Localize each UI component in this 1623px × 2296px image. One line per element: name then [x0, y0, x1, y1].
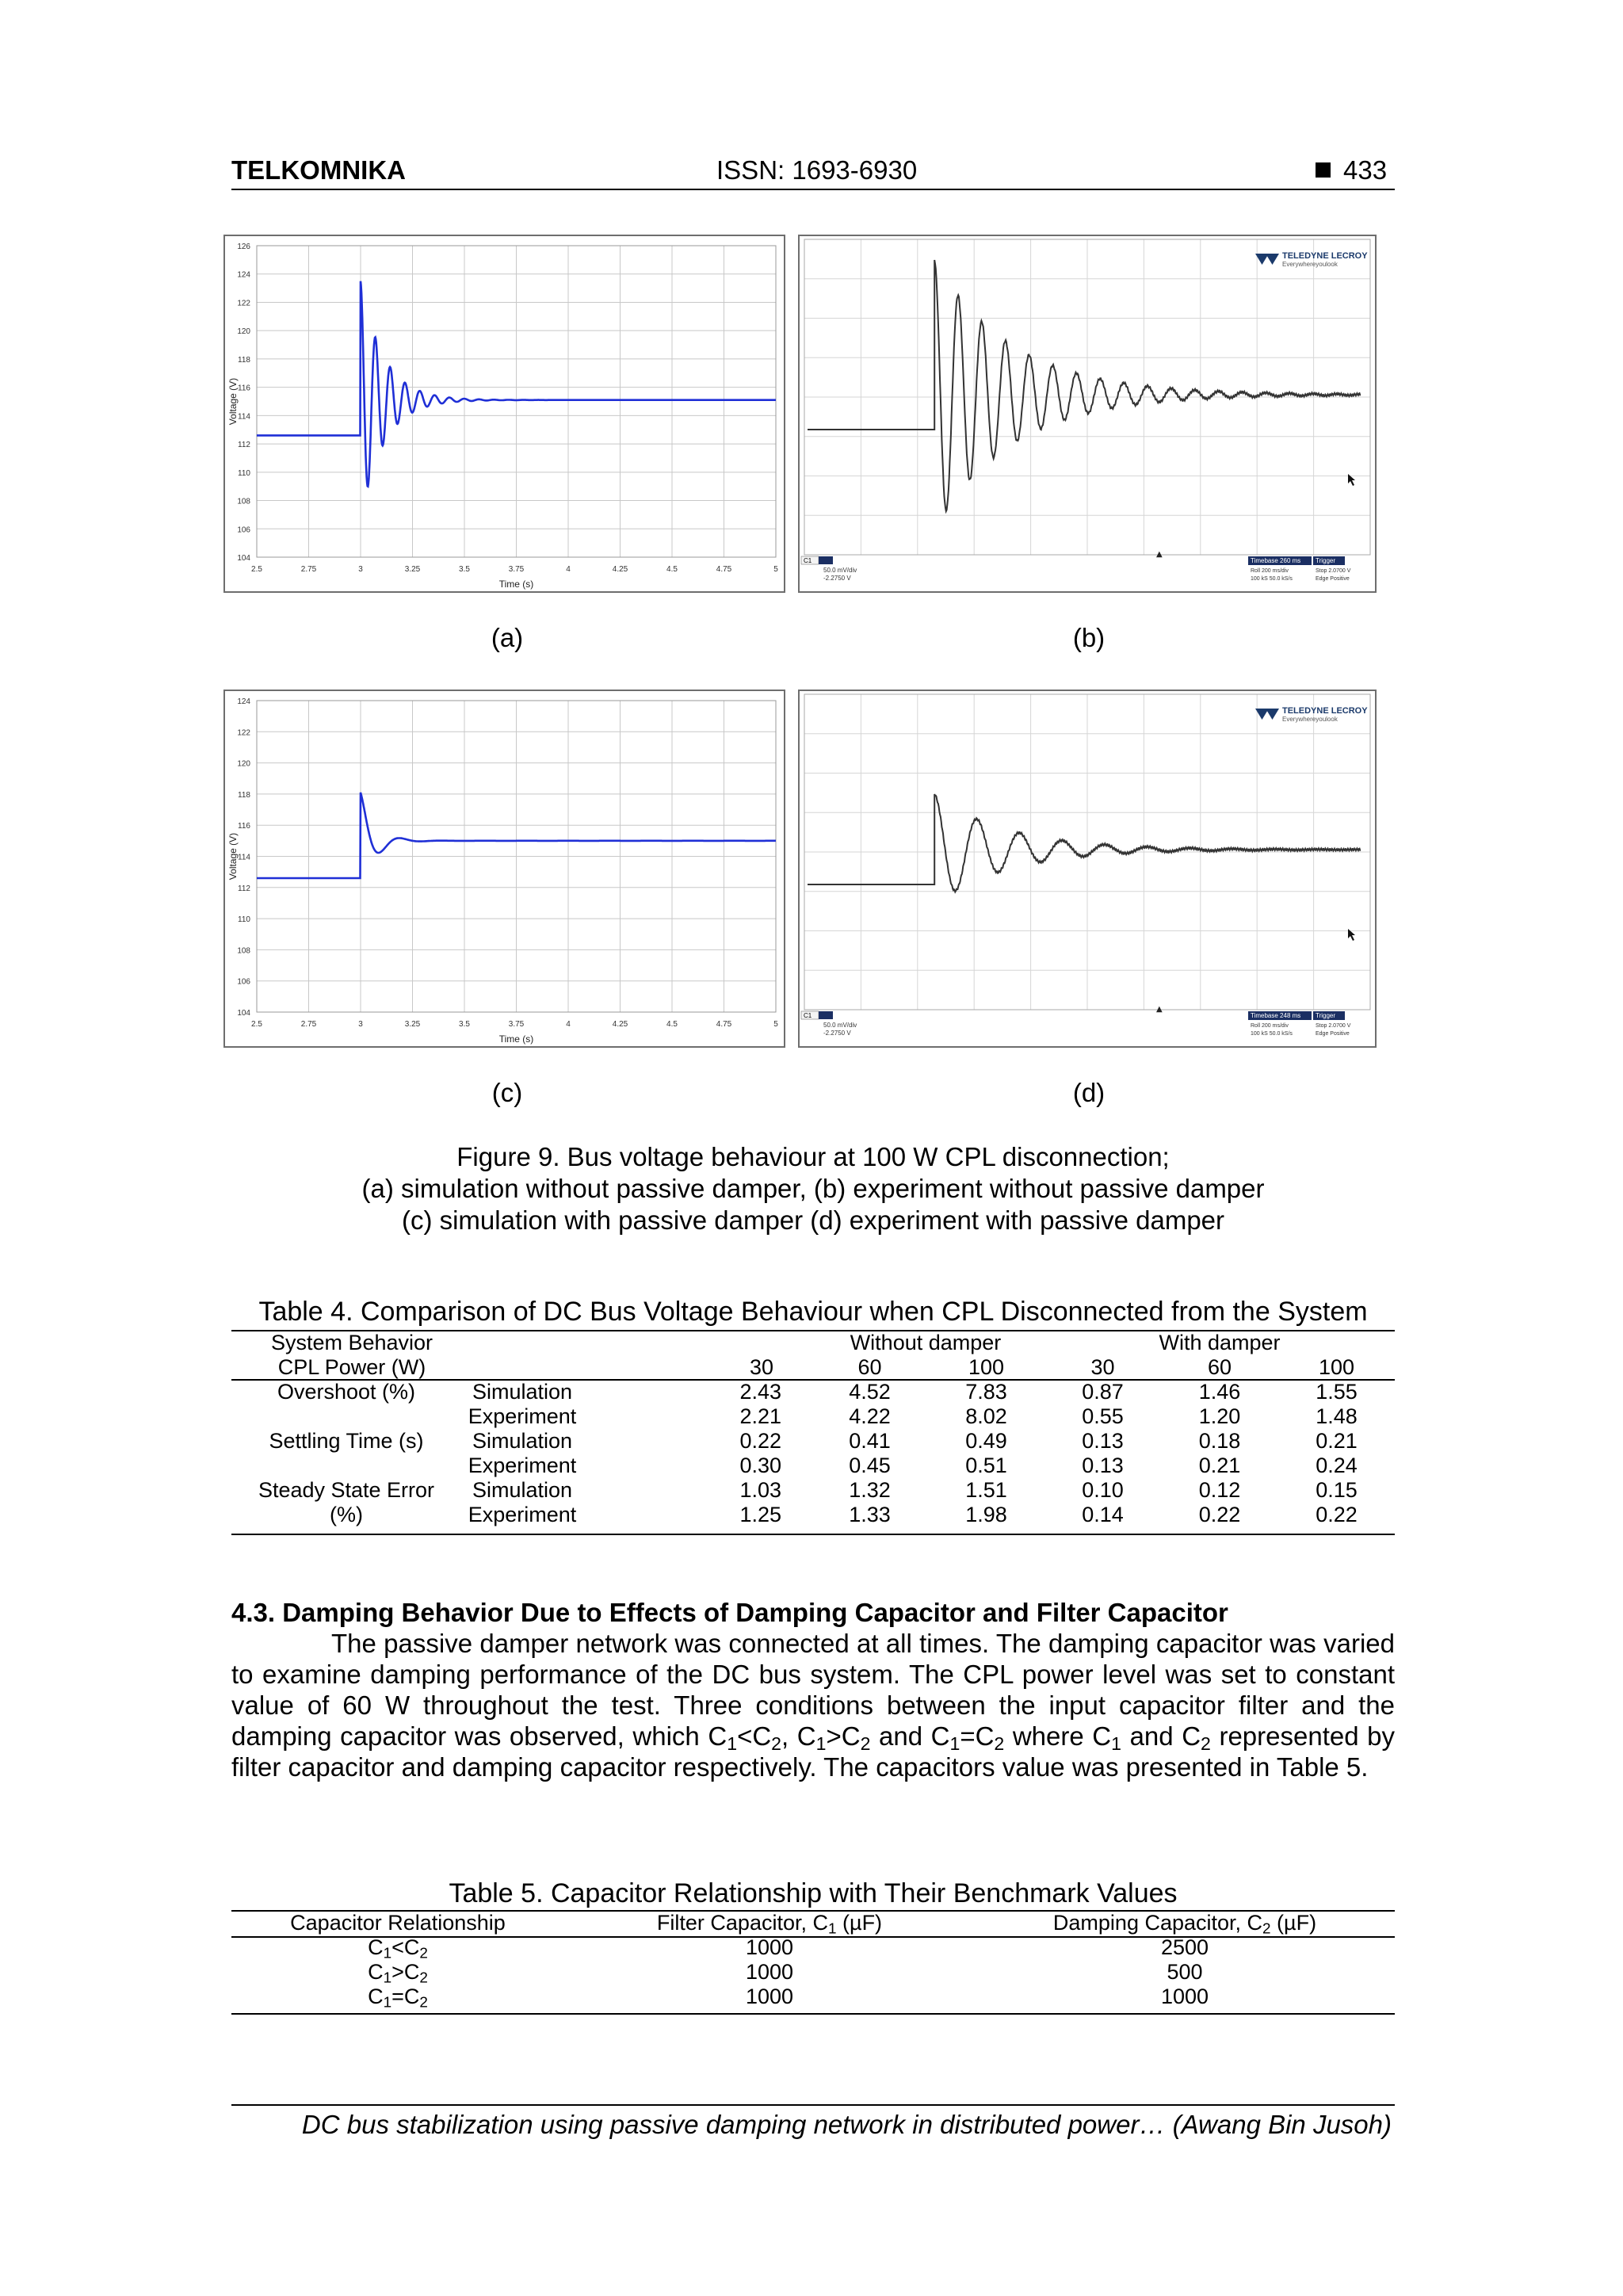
table4-metric-cell — [231, 1454, 461, 1478]
para-sub: 1 — [815, 1733, 827, 1754]
sim-xtick-label: 4.25 — [612, 565, 628, 574]
sim-ytick-label: 106 — [237, 977, 250, 987]
sim-ytick-label: 122 — [237, 728, 250, 738]
table5-header-unit: (µF) — [836, 1911, 883, 1935]
table4-value-cell: 0.51 — [965, 1454, 1007, 1477]
table5-subscript: 1 — [383, 1994, 392, 2011]
footer-rule — [231, 2104, 1395, 2106]
table5-relationship-cell — [231, 1985, 564, 2009]
sim-xtick-label: 4.5 — [666, 565, 678, 574]
scope-stop-label: Stop 2.0700 V — [1316, 1023, 1351, 1029]
table4-row — [231, 1404, 1395, 1429]
sim-xtick-label: 2.5 — [251, 1020, 262, 1029]
scope-logo-text: TELEDYNE LECROY — [1282, 706, 1368, 716]
table5-caption: Table 5. Capacitor Relationship with Their Benchmark Values — [449, 1878, 1178, 1908]
table4-type-cell: Experiment — [468, 1454, 577, 1477]
footer-citation: DC bus stabilization using passive damping network in distributed power… (Awang Bin Jusoh) — [301, 2110, 1392, 2139]
table4-row — [231, 1503, 1395, 1527]
table4-value-cell: 0.30 — [739, 1454, 781, 1477]
table4-value-cell: 0.45 — [849, 1454, 891, 1477]
scope-timebase-label: Timebase 260 ms — [1251, 557, 1301, 564]
sim-ytick-label: 116 — [238, 822, 250, 831]
sim-ytick-label: 108 — [237, 946, 250, 956]
para-sub: 2 — [994, 1733, 1005, 1754]
table4-row — [231, 1380, 1395, 1404]
table4-power-cell: 60 — [857, 1355, 882, 1379]
figure-c-simulation — [223, 690, 785, 1048]
table4-body — [231, 1380, 1395, 1527]
para-text: , C — [781, 1721, 816, 1751]
sim-xtick-label: 3.5 — [459, 1020, 470, 1029]
table4-value-cell: 1.98 — [965, 1503, 1007, 1526]
table4-power-cell: 30 — [1090, 1355, 1115, 1379]
table4-value-cell: 1.20 — [1198, 1404, 1241, 1428]
table4-metric-cell — [231, 1404, 461, 1429]
scope-tagline: Everywhereyoulook — [1282, 261, 1338, 268]
sim-xtick-label: 2.75 — [300, 565, 317, 574]
para-c: C — [708, 1721, 727, 1751]
sim-a-plot — [225, 236, 784, 591]
sim-xtick-label: 4.75 — [716, 1020, 732, 1029]
sim-ytick-label: 114 — [238, 853, 250, 862]
table4-metric-cell: Overshoot (%) — [277, 1380, 416, 1404]
sim-xtick-label: 3 — [358, 565, 363, 574]
table5-damping-cell: 500 — [1167, 1960, 1203, 1984]
table5-bottom-rule — [231, 2013, 1395, 2015]
sim-xtick-label: 2.5 — [251, 565, 262, 574]
sim-xtick-label: 3.25 — [404, 565, 421, 574]
scope-scale-label: 50.0 mV/div — [823, 567, 857, 574]
figure-a-simulation — [223, 235, 785, 593]
table4-value-cell: 2.21 — [739, 1404, 781, 1428]
sim-ytick-label: 126 — [237, 243, 250, 251]
table4-value-cell: 1.55 — [1316, 1380, 1358, 1404]
table4-metric-cell: (%) — [330, 1503, 363, 1526]
table5-header-damping-text: Damping Capacitor, C — [1052, 1911, 1263, 1935]
scope-channel-label: C1 — [804, 557, 812, 564]
table4-power-cell: 60 — [1207, 1355, 1232, 1379]
sim-ytick-label: 116 — [238, 384, 250, 393]
table5-damping-cell: 2500 — [1160, 1935, 1209, 1959]
table5-relationship-text: C — [368, 1960, 384, 1984]
table4-header-system: System Behavior — [270, 1331, 433, 1354]
square-bullet-icon — [1316, 162, 1331, 178]
trigger-marker-icon: ▲ — [1156, 1005, 1163, 1014]
table4-type-cell: Simulation — [472, 1380, 573, 1404]
scope-b-plot — [800, 236, 1375, 591]
sim-xtick-label: 3.75 — [508, 565, 525, 574]
table5-relationship-cell — [231, 1960, 564, 1985]
table4-metric-cell: Settling Time (s) — [269, 1429, 424, 1453]
sim-ytick-label: 104 — [237, 554, 250, 563]
scope-timebase-label: Timebase 248 ms — [1251, 1012, 1301, 1019]
scope-samples-label: 100 kS 50.0 kS/s — [1251, 576, 1293, 582]
table4-value-cell: 0.22 — [1316, 1503, 1358, 1526]
table4-value-cell: 0.12 — [1198, 1478, 1241, 1502]
scope-stop-label: Stop 2.0700 V — [1316, 568, 1351, 574]
table4-value-cell: 4.22 — [849, 1404, 891, 1428]
table4-value-cell: 0.14 — [1082, 1503, 1124, 1526]
sim-xtick-label: 5 — [773, 1020, 778, 1029]
teledyne-logo-icon — [1255, 254, 1279, 265]
table5-filter-cell: 1000 — [745, 1960, 794, 1984]
table5-header-row — [231, 1911, 1395, 1935]
scope-trigger-label: Trigger — [1316, 557, 1336, 564]
scope-edge-label: Edge Positive — [1316, 1031, 1350, 1037]
teledyne-logo-icon — [1255, 709, 1279, 720]
sim-xtick-label: 4 — [566, 565, 571, 574]
scope-samples-label: 100 kS 50.0 kS/s — [1251, 1031, 1293, 1037]
para-sub: 1 — [1111, 1733, 1121, 1754]
scope-voltage-trace — [808, 794, 1361, 892]
table4-value-cell: 1.32 — [849, 1478, 891, 1502]
table4-value-cell: 4.52 — [849, 1380, 891, 1404]
table5-damping-cell: 1000 — [1160, 1985, 1209, 2008]
table4-type-cell: Experiment — [468, 1404, 577, 1428]
scope-channel-tag — [819, 1011, 833, 1019]
para-sub: 2 — [771, 1733, 782, 1754]
table4-value-cell: 0.21 — [1198, 1454, 1241, 1477]
scope-roll-label: Roll 200 ms/div — [1251, 568, 1289, 574]
table5-relationship-text: =C — [391, 1985, 420, 2008]
table4-value-cell: 0.41 — [849, 1429, 891, 1453]
section-heading: 4.3. Damping Behavior Due to Effects of Damping Capacitor and Filter Capacitor — [231, 1598, 1228, 1627]
table4-header-without — [583, 1331, 1044, 1355]
table5 — [231, 1911, 1395, 2009]
table5-subscript: 2 — [419, 1945, 428, 1962]
table4-value-cell: 8.02 — [965, 1404, 1007, 1428]
sim-ytick-label: 122 — [237, 299, 250, 308]
table4-value-cell: 1.51 — [965, 1478, 1007, 1502]
sim-xtick-label: 3.75 — [508, 1020, 525, 1029]
sim-ytick-label: 118 — [238, 790, 250, 800]
sim-ytick-label: 114 — [238, 412, 250, 422]
para-sub: 2 — [1201, 1733, 1211, 1754]
table5-header-sub: 1 — [828, 1920, 837, 1938]
table5-header-sub: 2 — [1262, 1920, 1271, 1938]
para-op: >C — [826, 1721, 861, 1751]
scope-channel-label: C1 — [804, 1012, 812, 1019]
table4-value-cell: 0.55 — [1082, 1404, 1124, 1428]
section-paragraph — [231, 1628, 1395, 1782]
sim-c-plot — [225, 691, 784, 1046]
table5-row — [231, 1960, 1395, 1985]
table4-row — [231, 1454, 1395, 1478]
table4-value-cell: 0.21 — [1316, 1429, 1358, 1453]
table4-value-cell: 2.43 — [739, 1380, 781, 1404]
figure-label-a: (a) — [491, 623, 524, 652]
figure-label-b: (b) — [1072, 623, 1106, 652]
table5-relationship-cell — [231, 1935, 564, 1960]
sim-ytick-label: 110 — [238, 468, 250, 478]
page-number-block — [1316, 155, 1387, 185]
sim-ytick-label: 110 — [238, 915, 250, 925]
sim-x-axis-label: Time (s) — [498, 1033, 534, 1045]
figure-b-scope — [798, 235, 1377, 593]
table5-relationship-text: <C — [391, 1935, 420, 1959]
table4-type-cell: Simulation — [472, 1478, 573, 1502]
sim-ytick-label: 112 — [238, 884, 250, 893]
figure-caption-line2: (a) simulation without passive damper, (b) experiment without passive damper — [361, 1174, 1265, 1203]
para-sub: 1 — [949, 1733, 960, 1754]
para-sub: 2 — [860, 1733, 871, 1754]
table4-value-cell: 1.33 — [849, 1503, 891, 1526]
scope-voltage-trace — [808, 260, 1361, 511]
table4-value-cell: 0.13 — [1082, 1429, 1124, 1453]
table4-power-cell: 100 — [1318, 1355, 1355, 1379]
table4-value-cell: 1.46 — [1198, 1380, 1241, 1404]
scope-offset-label: -2.2750 V — [823, 575, 851, 582]
figure-caption-line3: (c) simulation with passive damper (d) experiment with passive damper — [401, 1205, 1225, 1235]
sim-ytick-label: 124 — [237, 697, 250, 706]
table5-subscript: 1 — [383, 1969, 392, 1987]
figure-label-c: (c) — [491, 1078, 523, 1107]
scope-scale-label: 50.0 mV/div — [823, 1022, 857, 1029]
scope-d-plot — [800, 691, 1375, 1046]
sim-ytick-label: 120 — [237, 327, 250, 337]
sim-ytick-label: 118 — [238, 355, 250, 365]
table4-value-cell: 0.49 — [965, 1429, 1007, 1453]
table4-value-cell: 0.15 — [1316, 1478, 1358, 1502]
para-text: and C — [1121, 1721, 1201, 1751]
sim-xtick-label: 4 — [566, 1020, 571, 1029]
table4-row — [231, 1478, 1395, 1503]
para-text: The passive damper network was connected at all times. The damping capacitor was varied to examine damping performance of the DC bus system. The CPL power level was set to constant value of 60 W throughout the test. Three conditions between the input capacitor filter and the damping capacitor was observed, which — [231, 1629, 1395, 1751]
table4-value-cell: 0.22 — [1198, 1503, 1241, 1526]
figure-label-d: (d) — [1072, 1078, 1106, 1107]
para-text: represented by filter capacitor and damping capacitor respectively. The capacitors value was presented in Table 5. — [231, 1721, 1396, 1782]
scope-channel-tag — [819, 556, 833, 564]
table4-value-cell: 0.10 — [1082, 1478, 1124, 1502]
table5-relationship-text: C — [368, 1935, 384, 1959]
issn: ISSN: 1693-6930 — [716, 155, 918, 185]
sim-xtick-label: 3 — [358, 1020, 363, 1029]
figure-caption-line1: Figure 9. Bus voltage behaviour at 100 W CPL disconnection; — [456, 1142, 1170, 1171]
table4-header-cpl: CPL Power (W) — [277, 1355, 426, 1379]
sim-ytick-label: 112 — [238, 441, 250, 450]
table4-value-cell: 0.22 — [739, 1429, 781, 1453]
table4-header-row2 — [231, 1355, 1395, 1380]
scope-roll-label: Roll 200 ms/div — [1251, 1023, 1289, 1029]
table5-header-unit: (µF) — [1270, 1911, 1317, 1935]
journal-name: TELKOMNIKA — [231, 155, 406, 185]
para-op: =C — [960, 1721, 995, 1751]
table5-subscript: 1 — [383, 1945, 392, 1962]
table4-value-cell: 0.87 — [1082, 1380, 1124, 1404]
table4-power-cell: 100 — [968, 1355, 1005, 1379]
figure-caption — [231, 1141, 1395, 1236]
table5-subscript: 2 — [419, 1994, 428, 2011]
scope-tagline: Everywhereyoulook — [1282, 716, 1338, 723]
table5-header-relationship: Capacitor Relationship — [290, 1911, 506, 1935]
sim-xtick-label: 3.25 — [404, 1020, 421, 1029]
scope-trigger-label: Trigger — [1316, 1012, 1336, 1019]
table4-row — [231, 1429, 1395, 1454]
sim-xtick-label: 5 — [773, 565, 778, 574]
sim-xtick-label: 4.75 — [716, 565, 732, 574]
table5-row — [231, 1935, 1395, 1960]
scope-offset-label: -2.2750 V — [823, 1030, 851, 1037]
para-text: and C — [870, 1721, 950, 1751]
sim-y-axis-label: Voltage (V) — [227, 832, 239, 881]
sim-xtick-label: 4.5 — [666, 1020, 678, 1029]
table5-body — [231, 1935, 1395, 2009]
para-text: where C — [1004, 1721, 1112, 1751]
table4-metric-cell: Steady State Error — [258, 1478, 435, 1502]
table5-filter-cell: 1000 — [745, 1985, 794, 2008]
table5-relationship-text: >C — [391, 1960, 420, 1984]
sim-ytick-label: 120 — [237, 759, 250, 769]
table4-value-cell: 0.18 — [1198, 1429, 1241, 1453]
scope-logo-text: TELEDYNE LECROY — [1282, 251, 1368, 261]
table5-filter-cell: 1000 — [745, 1935, 794, 1959]
table4-value-cell: 0.24 — [1316, 1454, 1358, 1477]
header-rule — [231, 189, 1395, 190]
para-op: <C — [737, 1721, 772, 1751]
sim-ytick-label: 124 — [237, 270, 250, 280]
figure-d-scope — [798, 690, 1377, 1048]
sim-y-axis-label: Voltage (V) — [227, 377, 239, 426]
table4-power-cell: 30 — [749, 1355, 773, 1379]
table4-caption: Table 4. Comparison of DC Bus Voltage Behaviour when CPL Disconnected from the System — [258, 1297, 1368, 1327]
sim-ytick-label: 106 — [237, 525, 250, 535]
trigger-marker-icon: ▲ — [1156, 550, 1163, 559]
table4-type-cell: Simulation — [472, 1429, 573, 1453]
table4-header-without-label: Without damper — [850, 1331, 1002, 1354]
table5-subscript: 2 — [419, 1969, 428, 1987]
table4-header-with: With damper — [1159, 1331, 1281, 1354]
sim-xtick-label: 4.25 — [612, 1020, 628, 1029]
table5-row — [231, 1985, 1395, 2009]
table4-value-cell: 1.25 — [739, 1503, 781, 1526]
table5-relationship-text: C — [368, 1985, 384, 2008]
sim-ytick-label: 108 — [237, 497, 250, 506]
table5-header-filter-text: Filter Capacitor, C — [656, 1911, 828, 1935]
table4-value-cell: 1.03 — [739, 1478, 781, 1502]
para-sub: 1 — [727, 1733, 738, 1754]
table4 — [231, 1331, 1395, 1527]
table4-bottom-rule — [231, 1534, 1395, 1535]
scope-edge-label: Edge Positive — [1316, 576, 1350, 582]
table4-header-row1 — [231, 1331, 1395, 1355]
table5-header-damping — [975, 1911, 1395, 1938]
sim-xtick-label: 3.5 — [459, 565, 470, 574]
table4-value-cell: 7.83 — [965, 1380, 1007, 1404]
table4-value-cell: 1.48 — [1316, 1404, 1358, 1428]
page-number: 433 — [1343, 155, 1388, 185]
sim-xtick-label: 2.75 — [300, 1020, 317, 1029]
table5-header-filter — [564, 1911, 975, 1938]
table4-type-cell: Experiment — [468, 1503, 577, 1526]
sim-ytick-label: 104 — [237, 1009, 250, 1018]
sim-x-axis-label: Time (s) — [498, 579, 534, 590]
table4-value-cell: 0.13 — [1082, 1454, 1124, 1477]
